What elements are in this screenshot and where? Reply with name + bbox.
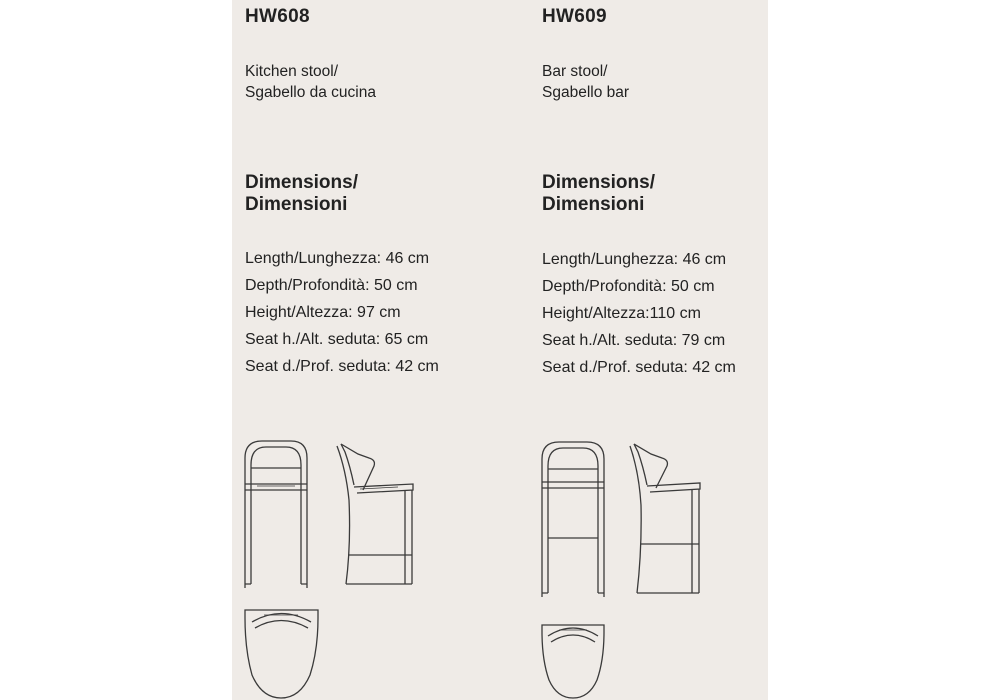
product-code: HW609 (542, 6, 607, 27)
top-view-drawing (542, 625, 604, 698)
spec-length: Length/Lunghezza: 46 cm (245, 250, 430, 267)
product-sheet (232, 0, 768, 700)
spec-seat-height: Seat h./Alt. seduta: 79 cm (542, 332, 726, 349)
spec-length: Length/Lunghezza: 46 cm (542, 251, 727, 268)
product-type-it: Sgabello bar (542, 84, 630, 101)
front-view-drawing (542, 442, 604, 597)
spec-depth: Depth/Profondità: 50 cm (245, 277, 418, 294)
spec-height: Height/Altezza:110 cm (542, 305, 701, 322)
dimensions-heading-it: Dimensioni (542, 194, 645, 215)
side-view-drawing (630, 444, 700, 593)
spec-depth: Depth/Profondità: 50 cm (542, 278, 715, 295)
top-view-drawing (245, 610, 318, 698)
spec-seat-depth: Seat d./Prof. seduta: 42 cm (542, 359, 736, 376)
product-code: HW608 (245, 6, 310, 27)
dimensions-heading-it: Dimensioni (245, 194, 348, 215)
technical-drawings (232, 0, 768, 700)
front-view-drawing (245, 441, 307, 588)
spec-height: Height/Altezza: 97 cm (245, 304, 401, 321)
product-type-it: Sgabello da cucina (245, 84, 376, 101)
spec-seat-height: Seat h./Alt. seduta: 65 cm (245, 331, 429, 348)
side-view-drawing (337, 444, 413, 584)
dimensions-heading-en: Dimensions/ (245, 172, 358, 193)
dimensions-heading-en: Dimensions/ (542, 172, 655, 193)
product-type-en: Kitchen stool/ (245, 63, 339, 80)
spec-seat-depth: Seat d./Prof. seduta: 42 cm (245, 358, 439, 375)
product-type-en: Bar stool/ (542, 63, 608, 80)
